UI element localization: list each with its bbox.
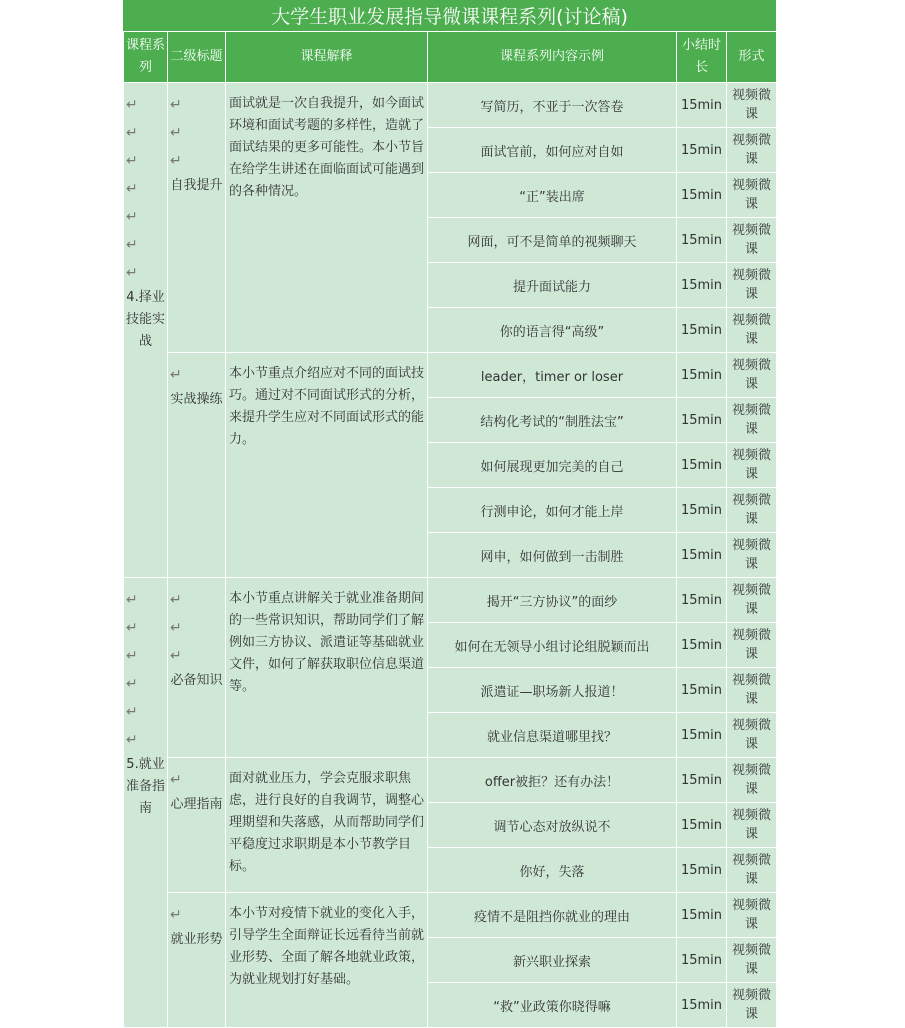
content-item: 行测申论，如何才能上岸 [428,488,677,533]
return-marks: ↵ [170,907,182,923]
duration-cell: 15min [677,128,727,173]
form-cell: 视频微课 [727,353,777,398]
table-row [124,758,777,803]
subtitle-cell [168,893,226,1028]
content-item: 调节心态对放纵说不 [428,803,677,848]
header-duration: 小结时长 [677,32,727,83]
subtitle-name: 心理指南 [170,797,223,812]
subtitle-name: 必备知识 [170,673,223,688]
form-cell: 视频微课 [727,128,777,173]
duration-cell: 15min [677,263,727,308]
form-cell: 视频微课 [727,713,777,758]
header-content: 课程系列内容示例 [428,32,677,83]
subtitle-name: 实战操练 [170,392,223,407]
return-marks: ↵ [170,367,182,383]
form-cell: 视频微课 [727,173,777,218]
duration-cell: 15min [677,218,727,263]
series-name: 5.就业准备指南 [125,757,165,816]
form-cell: 视频微课 [727,668,777,713]
content-item: 结构化考试的“制胜法宝” [428,398,677,443]
content-item: “正”装出席 [428,173,677,218]
explain-cell [226,578,428,758]
return-marks: ↵ ↵ ↵ [170,97,182,169]
subtitle-cell [168,758,226,893]
duration-cell: 15min [677,983,727,1028]
form-cell: 视频微课 [727,218,777,263]
content-item: leader，timer or loser [428,353,677,398]
duration-cell: 15min [677,803,727,848]
explain-cell [226,353,428,578]
explain-text: 本小节重点讲解关于就业准备期间的一些常识知识，帮助同学们了解例如三方协议、派遣证等基础就业文件，如何了解获取职位信息渠道等。 [229,591,425,694]
duration-cell: 15min [677,578,727,623]
series-name: 4.择业技能实战 [125,290,165,349]
duration-cell: 15min [677,758,727,803]
content-item: 疫情不是阻挡你就业的理由 [428,893,677,938]
form-cell: 视频微课 [727,263,777,308]
header-explain: 课程解释 [226,32,428,83]
duration-cell: 15min [677,668,727,713]
return-marks: ↵ [170,772,182,788]
duration-cell: 15min [677,533,727,578]
content-item: 提升面试能力 [428,263,677,308]
form-cell: 视频微课 [727,488,777,533]
form-cell: 视频微课 [727,623,777,668]
content-item: 派遣证—职场新人报道！ [428,668,677,713]
table-body [124,83,777,1028]
form-cell: 视频微课 [727,848,777,893]
subtitle-cell [168,578,226,758]
explain-cell [226,893,428,1028]
duration-cell: 15min [677,938,727,983]
table-row [124,83,777,128]
subtitle-cell [168,83,226,353]
header-series: 课程系列 [124,32,168,83]
duration-cell: 15min [677,488,727,533]
explain-text: 本小节对疫情下就业的变化入手，引导学生全面辩证长远看待当前就业形势、全面了解各地就业政策，为就业规划打好基础。 [229,906,425,987]
subtitle-name: 自我提升 [170,178,223,193]
duration-cell: 15min [677,308,727,353]
content-item: 网申，如何做到一击制胜 [428,533,677,578]
duration-cell: 15min [677,848,727,893]
content-item: “救”业政策你晓得嘛 [428,983,677,1028]
return-marks: ↵ ↵ ↵ ↵ ↵ ↵ [126,592,138,748]
duration-cell: 15min [677,893,727,938]
content-item: 就业信息渠道哪里找？ [428,713,677,758]
return-marks: ↵ ↵ ↵ [170,592,182,664]
subtitle-cell [168,353,226,578]
content-item: 你的语言得“高级” [428,308,677,353]
table-row [124,578,777,623]
form-cell: 视频微课 [727,893,777,938]
table-row [124,353,777,398]
explain-text: 面对就业压力，学会克服求职焦虑，进行良好的自我调节，调整心理期望和失落感，从而帮助同学们平稳度过求职期是本小节教学目标。 [229,771,425,874]
content-item: 新兴职业探索 [428,938,677,983]
content-item: 如何在无领导小组讨论组脱颖而出 [428,623,677,668]
table-row [124,893,777,938]
duration-cell: 15min [677,443,727,488]
duration-cell: 15min [677,173,727,218]
duration-cell: 15min [677,353,727,398]
header-subtitle: 二级标题 [168,32,226,83]
content-item: 网面，可不是简单的视频聊天 [428,218,677,263]
form-cell: 视频微课 [727,803,777,848]
form-cell: 视频微课 [727,983,777,1028]
duration-cell: 15min [677,623,727,668]
header-form: 形式 [727,32,777,83]
subtitle-name: 就业形势 [170,932,223,947]
form-cell: 视频微课 [727,533,777,578]
content-item: 写简历，不亚于一次答卷 [428,83,677,128]
explain-cell [226,758,428,893]
series-cell [124,83,168,578]
content-item: 面试官前，如何应对自如 [428,128,677,173]
form-cell: 视频微课 [727,443,777,488]
explain-cell [226,83,428,353]
content-item: offer被拒？还有办法！ [428,758,677,803]
duration-cell: 15min [677,713,727,758]
form-cell: 视频微课 [727,758,777,803]
table-title-text: 大学生职业发展指导微课课程系列(讨论稿) [271,6,628,28]
content-item: 如何展现更加完美的自己 [428,443,677,488]
form-cell: 视频微课 [727,398,777,443]
series-cell [124,578,168,1028]
return-marks: ↵ ↵ ↵ ↵ ↵ ↵ ↵ [126,97,138,281]
explain-text: 面试就是一次自我提升，如今面试环境和面试考题的多样性，造就了面试结果的更多可能性。本小节旨在给学生讲述在面临面试可能遇到的各种情况。 [229,96,425,199]
form-cell: 视频微课 [727,578,777,623]
header-row [124,32,777,83]
course-table-sheet [123,0,776,1028]
content-item: 你好，失落 [428,848,677,893]
form-cell: 视频微课 [727,83,777,128]
explain-text: 本小节重点介绍应对不同的面试技巧。通过对不同面试形式的分析，来提升学生应对不同面试形式的能力。 [229,366,425,447]
duration-cell: 15min [677,83,727,128]
table-title [123,0,776,31]
course-table [123,31,777,1028]
duration-cell: 15min [677,398,727,443]
content-item: 揭开“三方协议”的面纱 [428,578,677,623]
form-cell: 视频微课 [727,938,777,983]
form-cell: 视频微课 [727,308,777,353]
